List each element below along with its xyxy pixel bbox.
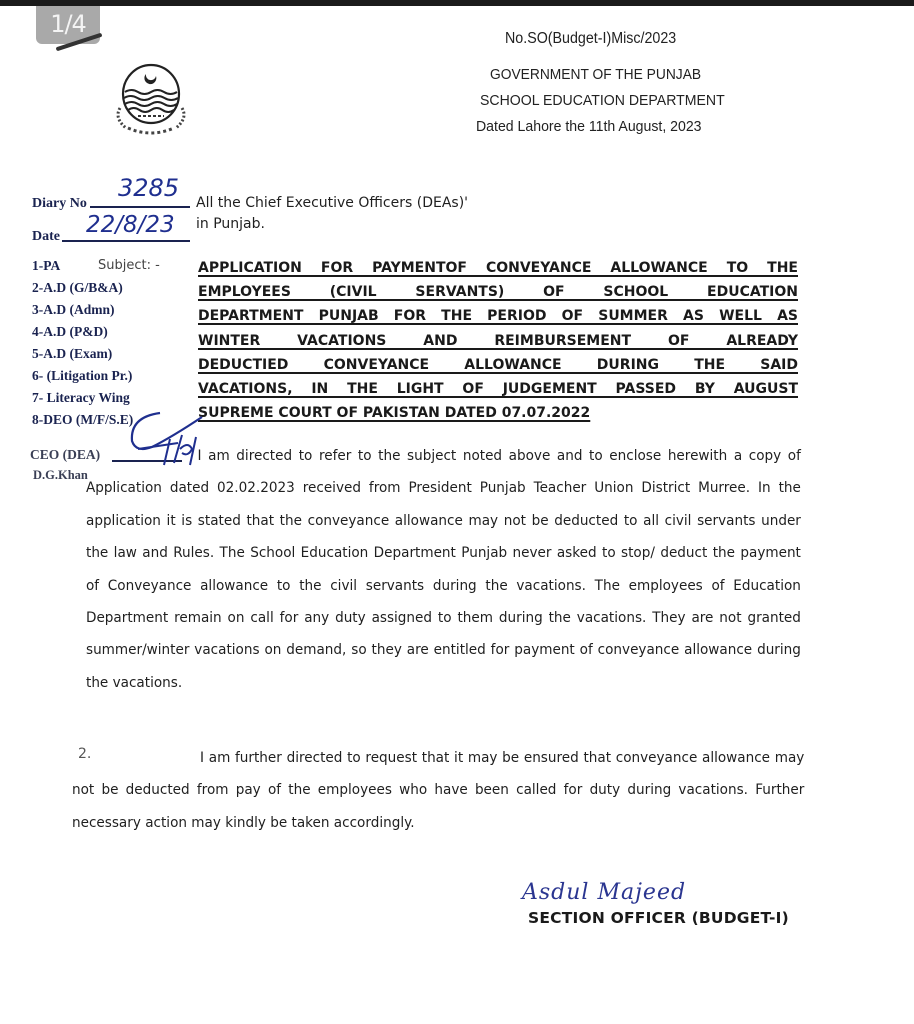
signatory-title: SECTION OFFICER (BUDGET-I) — [528, 909, 789, 927]
subject-line: DEPARTMENT PUNJAB FOR THE PERIOD OF SUMMER AS WELL AS — [198, 308, 798, 325]
subject-line: EMPLOYEES (CIVIL SERVANTS) OF SCHOOL EDUCATION — [198, 284, 798, 301]
subject-text — [198, 256, 798, 425]
receipt-date-label: Date — [32, 229, 60, 244]
addressee-line-1: All the Chief Executive Officers (DEAs)' — [196, 195, 469, 211]
viewer-top-bar — [0, 0, 914, 6]
diary-number-value: 3285 — [118, 174, 180, 202]
ceo-marking-label: CEO (DEA) — [30, 447, 101, 462]
subject-line: SUPREME COURT OF PAKISTAN DATED 07.07.2022 — [198, 405, 591, 422]
punjab-emblem-icon — [110, 58, 192, 136]
distribution-item: 1-PA — [32, 258, 61, 273]
subject-line: WINTER VACATIONS AND REIMBURSEMENT OF ALREADY — [198, 332, 798, 349]
diary-number-label: Diary No — [32, 196, 87, 211]
reference-number: No.SO(Budget-I)Misc/2023 — [505, 30, 677, 47]
distribution-item: 4-A.D (P&D) — [32, 324, 108, 339]
subject-line: VACATIONS, IN THE LIGHT OF JUDGEMENT PASSED BY AUGUST — [198, 381, 798, 398]
distribution-item: 2-A.D (G/B&A) — [32, 280, 123, 295]
diary-underline — [90, 206, 190, 208]
distribution-item: 7- Literacy Wing — [32, 390, 130, 405]
subject-line: APPLICATION FOR PAYMENTOF CONVEYANCE ALLOWANCE TO THE — [198, 260, 798, 276]
distribution-item: 5-A.D (Exam) — [32, 346, 113, 361]
paragraph-2-number: 2. — [78, 746, 92, 762]
subject-line: DEDUCTIED CONVEYANCE ALLOWANCE DURING THE SAID — [198, 356, 798, 373]
handwritten-signature: Asdul Majeed — [522, 880, 687, 905]
document-date: Dated Lahore the 11th August, 2023 — [476, 118, 702, 135]
body-paragraph-2: I am further directed to request that it may be ensured that conveyance allowance may not be deducted from pay of the employees who have been called for duty during vacations. Further necessary action may kindly be taken accordingly. — [72, 750, 805, 831]
page-indicator-badge: 1/4 — [36, 6, 100, 44]
distribution-item: 8-DEO (M/F/S.E) — [32, 412, 134, 427]
government-heading: GOVERNMENT OF THE PUNJAB — [490, 66, 702, 83]
receipt-date-value: 22/8/23 — [86, 212, 175, 238]
addressee-line-2: in Punjab. — [196, 216, 265, 232]
subject-label: Subject: - — [98, 258, 160, 273]
addressee — [196, 193, 468, 235]
distribution-item: 3-A.D (Admn) — [32, 302, 115, 317]
date-underline — [62, 240, 190, 242]
department-heading: SCHOOL EDUCATION DEPARTMENT — [480, 92, 725, 109]
distribution-item: 6- (Litigation Pr.) — [32, 368, 133, 383]
body-paragraph-1: I am directed to refer to the subject noted above and to enclose herewith a copy of Application dated 02.02.2023 received from President Punjab Teacher Union District Murree. In the application it is stated that the conveyance allowance may not be deducted to all civil servants under the law and Rules. The School Education Department Punjab never asked to stop/ deduct the payment of Conveyance allowance to the civil servants during the vacations. The employees of Education Department remain on call for any duty assigned to them during the vacations. They are not granted summer/winter vacations on demand, so they are entitled for payment of conveyance allowance during the vacations. — [86, 448, 801, 691]
marking-location: D.G.Khan — [33, 468, 88, 482]
